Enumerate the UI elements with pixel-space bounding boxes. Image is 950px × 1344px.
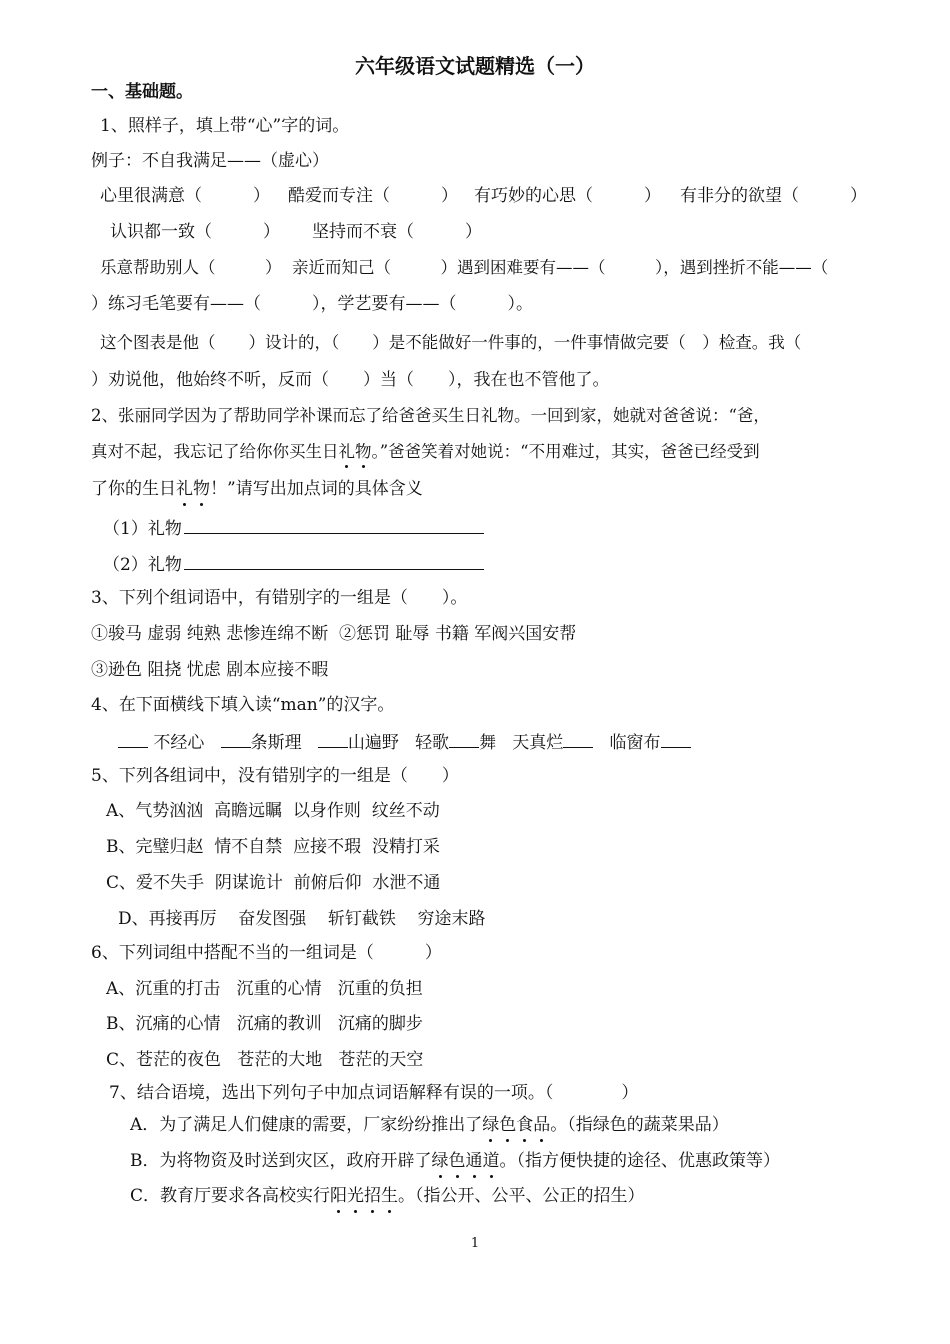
- page-title: 六年级语文试题精选（一）: [355, 54, 595, 78]
- emphasis-word: 绿色通道: [431, 1151, 500, 1171]
- fill-blank[interactable]: [449, 733, 479, 748]
- q1-prompt: 1、照样子，填上带“心”字的词。: [100, 116, 350, 136]
- q1-line: 这个图表是他（ ）设计的，（ ）是不能做好一件事的，一件事情做完要（ ）检查。我（: [100, 333, 802, 352]
- q1-example: 例子：不自我满足——（虚心）: [91, 151, 329, 171]
- answer-blank[interactable]: [184, 518, 484, 534]
- q1-item: 认识都一致（ ）: [110, 222, 280, 242]
- fill-blank[interactable]: [318, 733, 348, 748]
- q2-line: 真对不起，我忘记了给你你买生日礼物。”爸爸笑着对她说：“不用难过，其实，爸爸已经受到: [91, 442, 760, 461]
- fill-blank[interactable]: [118, 733, 148, 748]
- emphasis-word: 绿色食品: [482, 1115, 551, 1135]
- q1-item: 有巧妙的心思（ ）: [474, 186, 661, 206]
- q2-answer-line: （1）礼物: [103, 518, 484, 538]
- q4-prompt: 4、在下面横线下填入读“man”的汉字。: [91, 695, 395, 715]
- q1-line: ）练习毛笔要有——（ ），学艺要有——（ ）。: [91, 294, 533, 314]
- answer-blank[interactable]: [184, 554, 484, 570]
- q3-option: ①骏马 虚弱 纯熟 悲惨连绵不断 ②惩罚 耻辱 书籍 军阀兴国安帮: [91, 624, 577, 644]
- section-heading: 一、基础题。: [91, 82, 193, 102]
- q3-prompt: 3、下列个组词语中，有错别字的一组是（ ）。: [91, 588, 468, 608]
- emphasis-word: 礼物: [338, 442, 372, 461]
- q5-prompt: 5、下列各组词中，没有错别字的一组是（ ）: [91, 766, 459, 786]
- q7-option: A．为了满足人们健康的需要，厂家纷纷推出了绿色食品。（指绿色的蔬菜果品）: [130, 1115, 729, 1135]
- q5-option: D、再接再厉 奋发图强 斩钉截铁 穷途末路: [118, 909, 486, 929]
- q2-line: 了你的生日礼物！”请写出加点词的具体含义: [91, 479, 423, 499]
- q1-item: 有非分的欲望（ ）: [680, 186, 867, 206]
- q3-option: ③逊色 阻挠 忧虑 剧本应接不暇: [91, 660, 329, 680]
- q1-line: ）劝说他，他始终不听，反而（ ）当（ ），我在也不管他了。: [91, 370, 610, 390]
- fill-blank[interactable]: [661, 733, 691, 748]
- q7-prompt: 7、结合语境，选出下列句子中加点词语解释有误的一项。（ ）: [109, 1083, 639, 1103]
- fill-blank[interactable]: [563, 733, 593, 748]
- q7-option: B．为将物资及时送到灾区，政府开辟了绿色通道。（指方便快捷的途径、优惠政策等）: [130, 1151, 780, 1171]
- q6-option: A、沉重的打击 沉重的心情 沉重的负担: [106, 979, 423, 999]
- q1-line: 乐意帮助别人（ ） 亲近而知己（ ）遇到困难要有——（ ），遇到挫折不能——（: [100, 258, 829, 277]
- fill-blank[interactable]: [221, 733, 251, 748]
- page-number: 1: [470, 1236, 480, 1251]
- q5-option: A、气势汹汹 高瞻远瞩 以身作则 纹丝不动: [106, 801, 440, 821]
- q2-line: 2、张丽同学因为了帮助同学补课而忘了给爸爸买生日礼物。一回到家，她就对爸爸说：“爸，: [91, 406, 770, 425]
- q1-item: 酷爱而专注（ ）: [288, 186, 458, 206]
- q1-item: 心里很满意（ ）: [100, 186, 270, 206]
- emphasis-word: 阳光招生: [330, 1186, 399, 1206]
- q6-option: B、沉痛的心情 沉痛的教训 沉痛的脚步: [106, 1014, 423, 1034]
- q6-prompt: 6、下列词组中搭配不当的一组词是（ ）: [91, 943, 442, 963]
- emphasis-word: 礼物: [176, 479, 210, 499]
- q7-option: C．教育厅要求各高校实行阳光招生。（指公开、公平、公正的招生）: [130, 1186, 645, 1206]
- q2-answer-line: （2）礼物: [103, 554, 484, 574]
- q6-option: C、苍茫的夜色 苍茫的大地 苍茫的天空: [106, 1050, 424, 1070]
- q4-items: 不经心 条斯理 山遍野 轻歌 舞 天真烂 临窗布: [118, 733, 691, 752]
- q5-option: B、完璧归赵 情不自禁 应接不瑕 没精打采: [106, 837, 440, 857]
- q5-option: C、爱不失手 阴谋诡计 前俯后仰 水泄不通: [106, 873, 441, 893]
- q1-item: 坚持而不衰（ ）: [312, 222, 482, 242]
